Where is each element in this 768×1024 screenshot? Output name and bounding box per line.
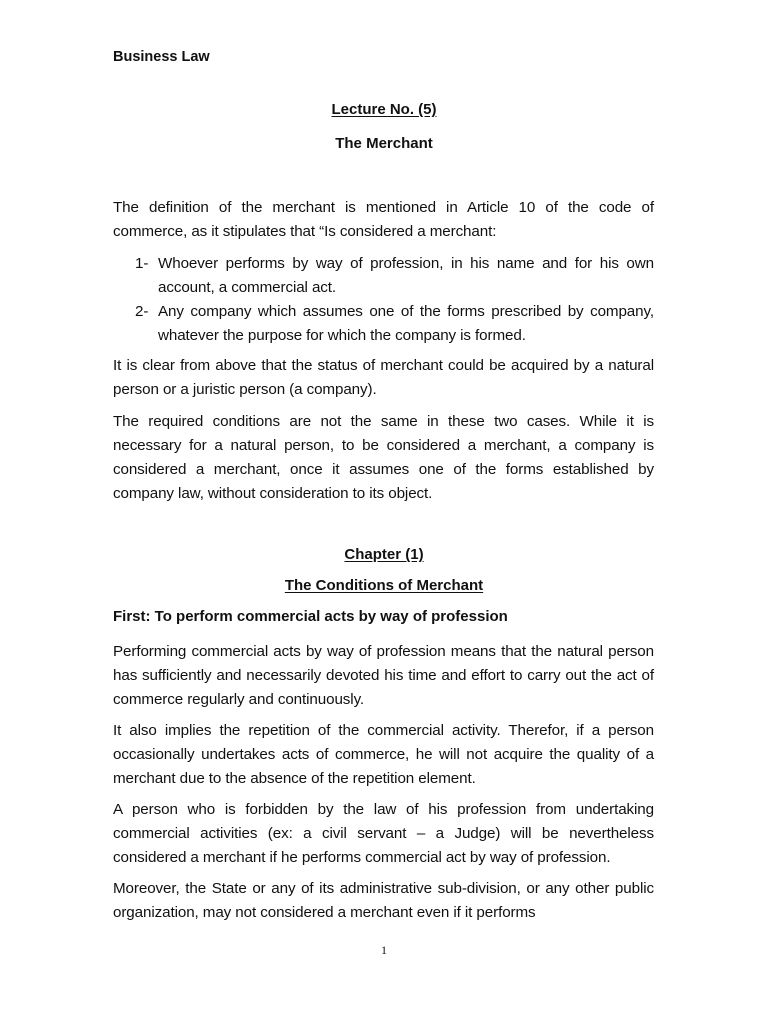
definition-paragraph: The definition of the merchant is mentioned in Article 10 of the code of commerce, as it stipulates that “Is considered a merchant: [113, 199, 654, 240]
body-paragraph: Moreover, the State or any of its administrative sub-division, or any other public organization, may not considered a merchant even if it performs [113, 880, 654, 921]
list-item-text: Whoever performs by way of profession, in his name and for his own account, a commercial act. [158, 255, 654, 296]
page-number: 1 [381, 943, 387, 957]
list-item-number: 1- [135, 255, 149, 272]
merchant-definition-list [113, 252, 654, 348]
body-paragraph: Performing commercial acts by way of profession means that the natural person has sufficiently and necessarily devoted his time and effort to carry out the act of commerce regularly and continuously. [113, 643, 654, 708]
section-heading: First: To perform commercial acts by way of profession [113, 608, 508, 625]
chapter-title-text: The Conditions of Merchant [284, 577, 484, 594]
chapter-label-heading [0, 546, 768, 563]
body-paragraph: It is clear from above that the status of merchant could be acquired by a natural person or a juristic person (a company). [113, 357, 654, 398]
list-item-text: Any company which assumes one of the forms prescribed by company, whatever the purpose for which the company is formed. [158, 303, 654, 344]
list-item-number: 2- [135, 303, 149, 320]
running-header: Business Law [113, 49, 210, 65]
lecture-number-heading [0, 101, 768, 118]
body-paragraph: It also implies the repetition of the commercial activity. Therefor, if a person occasionally undertakes acts of commerce, he will not acquire the quality of a merchant due to the absence of the repetition element. [113, 722, 654, 787]
lecture-number-text: Lecture No. (5) [331, 101, 437, 118]
list-item [113, 252, 654, 300]
chapter-title-heading [0, 577, 768, 594]
lecture-title: The Merchant [335, 135, 433, 152]
chapter-label-text: Chapter (1) [344, 546, 424, 563]
body-paragraph: The required conditions are not the same in these two cases. While it is necessary for a natural person, to be considered a merchant, a company is considered a merchant, once it assumes one of the forms established by company law, without consideration to its object. [113, 413, 654, 502]
list-item [113, 300, 654, 348]
body-paragraph: A person who is forbidden by the law of his profession from undertaking commercial activities (ex: a civil servant – a Judge) will be nevertheless considered a merchant if he performs commercial act by way of profession. [113, 801, 654, 866]
